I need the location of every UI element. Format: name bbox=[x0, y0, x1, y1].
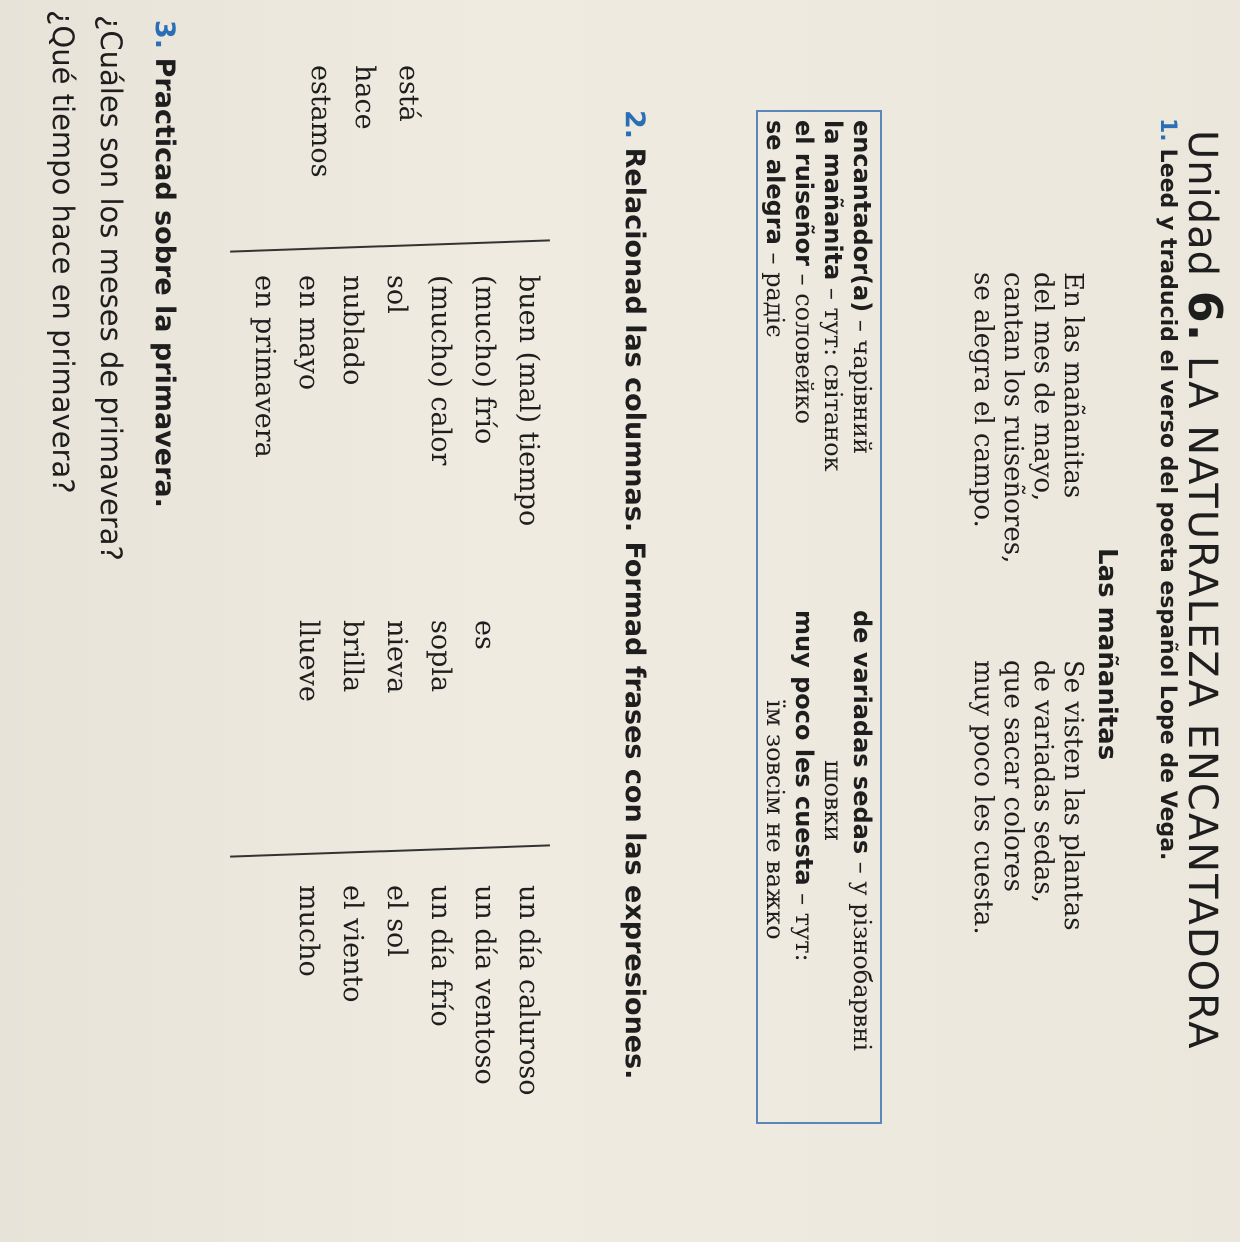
vocabulary-right-column bbox=[760, 610, 876, 1051]
exercise-1-number: 1. bbox=[1155, 118, 1180, 142]
match-item: un día frío bbox=[425, 885, 456, 1027]
vocab-entry: la mañanita – тут: світанок bbox=[819, 120, 847, 472]
match-item: el sol bbox=[381, 885, 412, 957]
vocab-entry: шовки bbox=[819, 760, 847, 842]
match-item: llueve bbox=[293, 620, 324, 702]
unit-name: LA NATURALEZA ENCANTADORA bbox=[1179, 355, 1225, 1051]
match-column-1 bbox=[298, 65, 550, 178]
match-item: en primavera bbox=[249, 275, 280, 458]
vocab-entry: de variadas sedas – у різнобарвні bbox=[848, 610, 876, 1052]
poem-title: Las mañanitas bbox=[1092, 548, 1122, 761]
vocabulary-left-column bbox=[760, 120, 876, 472]
column-divider bbox=[230, 844, 550, 857]
exercise-2-number: 2. bbox=[619, 110, 650, 140]
match-item: estamos bbox=[305, 65, 336, 178]
match-item: brilla bbox=[337, 620, 368, 693]
match-item: el viento bbox=[337, 885, 368, 1003]
unit-title bbox=[1178, 130, 1232, 1051]
exercise-2-heading bbox=[619, 110, 650, 1079]
question-1: ¿Cuáles son los meses de primavera? bbox=[94, 15, 128, 561]
poem-line: muy poco les cuesta. bbox=[968, 660, 998, 935]
match-item: mucho bbox=[293, 885, 324, 977]
match-column-3 bbox=[286, 620, 550, 702]
exercise-2-instruction: Relacionad las columnas. Formad frases con las expresiones. bbox=[619, 147, 650, 1080]
vocab-entry: se alegra – радіє bbox=[761, 120, 789, 338]
poem-line: que sacar colores bbox=[998, 660, 1028, 892]
match-item: es bbox=[469, 620, 500, 650]
question-2: ¿Qué tiempo hace en primavera? bbox=[46, 10, 80, 494]
match-item: un día ventoso bbox=[469, 885, 500, 1085]
match-item: hace bbox=[349, 65, 380, 130]
exercise-1-instruction: Leed y traducid el verso del poeta español Lope de Vega. bbox=[1155, 148, 1180, 861]
poem-line: Se visten las plantas bbox=[1058, 660, 1088, 931]
match-column-2 bbox=[242, 275, 550, 526]
vocab-entry: el ruiseñor – соловейко bbox=[790, 120, 818, 424]
column-divider bbox=[230, 239, 550, 252]
exercise-3-heading bbox=[149, 20, 180, 508]
match-item: un día caluroso bbox=[513, 885, 544, 1096]
match-item: nublado bbox=[337, 275, 368, 386]
poem-line: de variadas sedas, bbox=[1028, 660, 1058, 903]
vocab-entry: encantador(a) – чарівний bbox=[848, 120, 876, 455]
match-item: está bbox=[393, 65, 424, 122]
poem-stanza-left bbox=[968, 272, 1088, 563]
match-item: sol bbox=[381, 275, 412, 314]
poem-line: del mes de mayo, bbox=[1028, 272, 1058, 502]
vocab-entry: їм зовсім не важко bbox=[761, 700, 789, 940]
match-item: sopla bbox=[425, 620, 456, 693]
match-item: buen (mal) tiempo bbox=[513, 275, 544, 527]
match-item: (mucho) frío bbox=[469, 275, 500, 445]
vocab-entry: muy poco les cuesta – тут: bbox=[790, 610, 818, 962]
exercise-3-number: 3. bbox=[149, 20, 180, 50]
match-item: nieva bbox=[381, 620, 412, 694]
poem-line: se alegra el campo. bbox=[968, 272, 998, 528]
poem-line: En las mañanitas bbox=[1058, 272, 1088, 499]
exercise-1-heading bbox=[1155, 118, 1180, 860]
poem-stanza-right bbox=[968, 660, 1088, 935]
match-item: en mayo bbox=[293, 275, 324, 391]
match-column-4 bbox=[286, 885, 550, 1095]
unit-number: 6. bbox=[1178, 290, 1232, 343]
unit-prefix: Unidad bbox=[1179, 130, 1225, 278]
match-item: (mucho) calor bbox=[425, 275, 456, 466]
exercise-3-instruction: Practicad sobre la primavera. bbox=[149, 57, 180, 508]
poem-line: cantan los ruiseñores, bbox=[998, 272, 1028, 564]
